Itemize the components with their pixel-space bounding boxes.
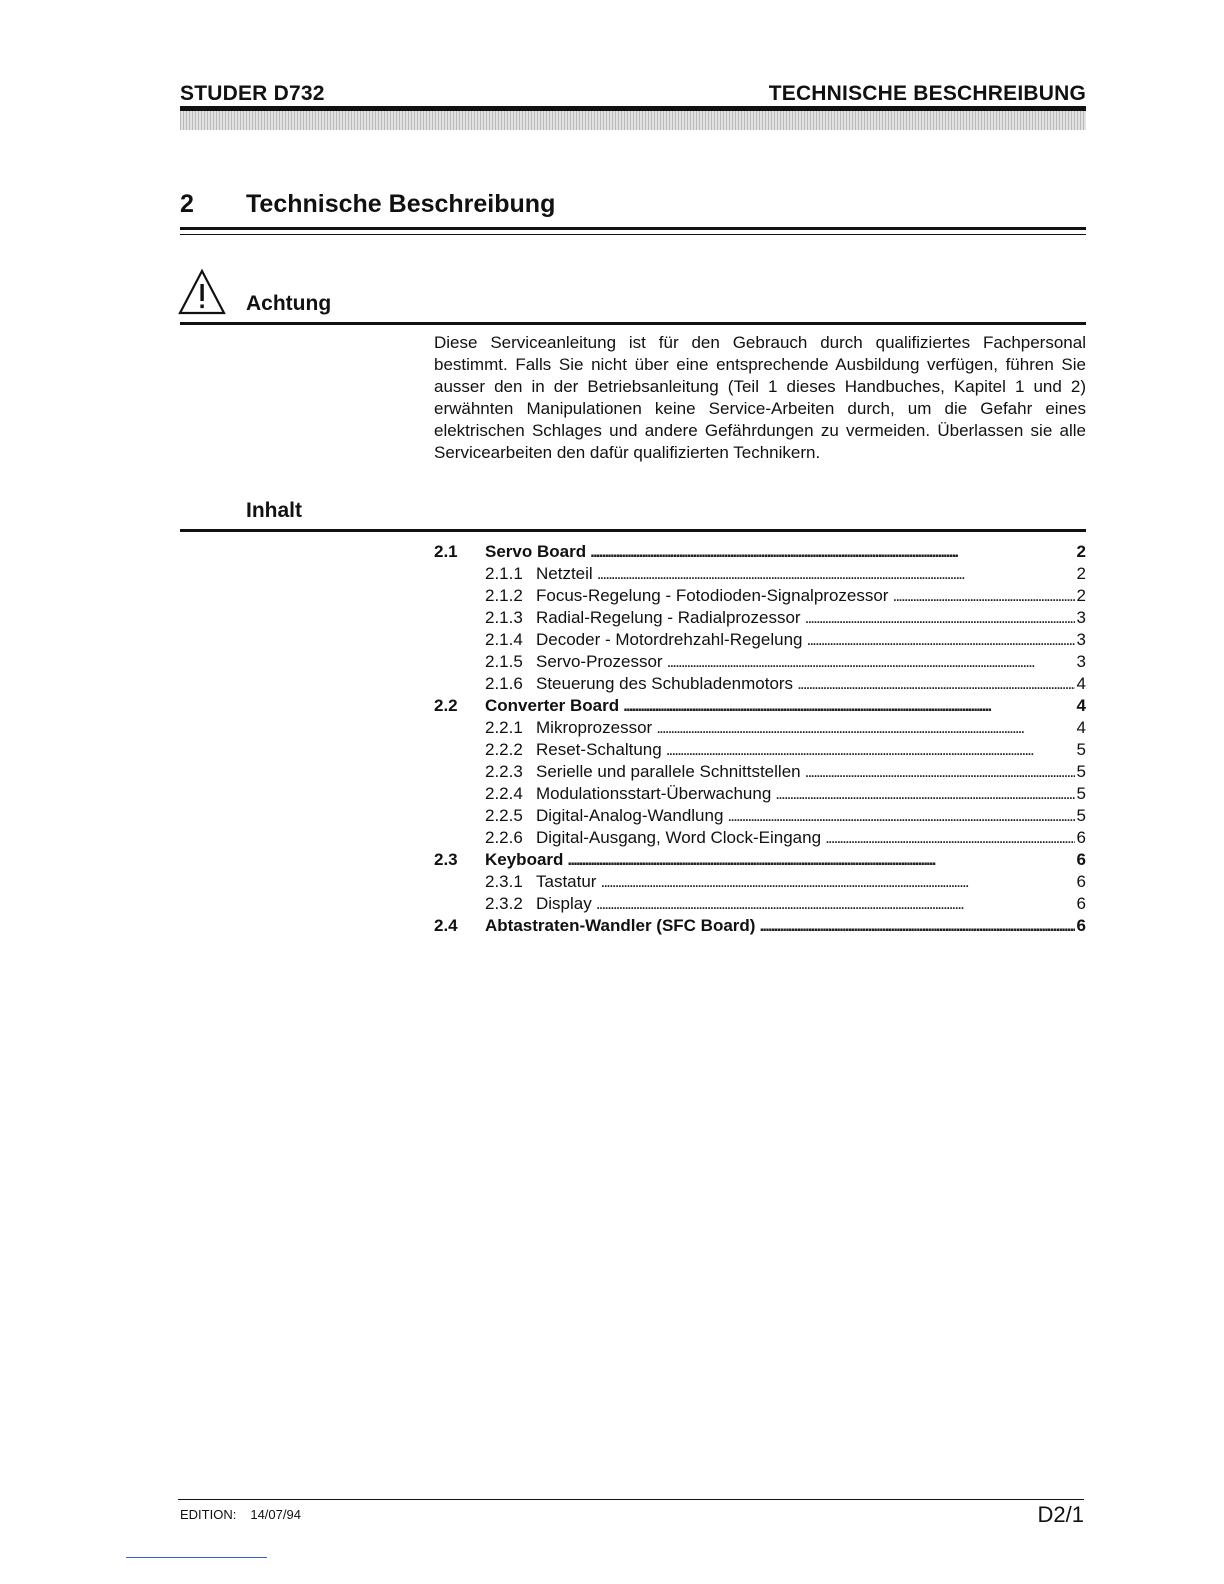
warning-text: Diese Serviceanleitung ist für den Gebrauch durch qualifiziertes Fachpersonal bestimmt. Falls Sie nicht über eine entsprechende Ausbildung verfügen, führen Sie ausser den in der Betriebsanleitung (Teil 1 dieses Handbuches, Kapitel 1 und 2) erwähnten Manipulationen keine Service-Arbeiten durch, um die Gefahr eines elektrischen Schlages und andere Gefährdungen zu vermeiden. Überlassen sie alle Servicearbeiten den dafür qualifizierten Technikern. <box>434 333 1086 462</box>
toc-entry-label: Abtastraten-Wandler (SFC Board) <box>485 916 756 935</box>
chapter-rule <box>180 227 1086 234</box>
toc-leader-dots <box>596 893 1075 915</box>
toc-entry[interactable] <box>434 695 1086 717</box>
toc-entry-number: 2.1.4 <box>485 630 523 649</box>
toc-entry-page: 6 <box>1076 850 1086 869</box>
toc-entry-label: Reset-Schaltung <box>536 740 662 759</box>
contents-title: Inhalt <box>246 499 302 522</box>
toc-entry[interactable] <box>434 827 1086 849</box>
toc-entry-number: 2.3 <box>434 850 458 869</box>
toc-entry[interactable] <box>434 915 1086 937</box>
warning-triangle-icon <box>178 268 226 316</box>
contents-rule <box>180 529 1086 532</box>
toc-entry-number: 2.1.3 <box>485 608 523 627</box>
toc-entry[interactable] <box>434 849 1086 871</box>
toc-leader-dots <box>597 563 1075 585</box>
chapter-number: 2 <box>180 190 194 218</box>
toc-entry[interactable] <box>434 563 1086 585</box>
toc-entry[interactable] <box>434 893 1086 915</box>
chapter-title: Technische Beschreibung <box>246 190 556 218</box>
toc-entry-label: Decoder - Motordrehzahl-Regelung <box>536 630 803 649</box>
toc-leader-dots <box>666 739 1075 761</box>
toc-entry-page: 2 <box>1076 564 1086 583</box>
toc-entry-number: 2.3.1 <box>485 872 523 891</box>
toc-entry[interactable] <box>434 783 1086 805</box>
toc-entry-page: 5 <box>1076 806 1086 825</box>
toc-entry-page: 3 <box>1076 608 1086 627</box>
footer-edition <box>180 1507 315 1522</box>
toc-entry[interactable] <box>434 761 1086 783</box>
toc-entry-number: 2.1 <box>434 542 458 561</box>
warning-title: Achtung <box>246 292 332 315</box>
toc-entry-page: 4 <box>1076 718 1086 737</box>
toc-entry-page: 3 <box>1076 630 1086 649</box>
bottom-link-line <box>126 1557 267 1558</box>
toc-entry-page: 6 <box>1076 894 1086 913</box>
toc-entry-label: Modulationsstart-Überwachung <box>536 784 772 803</box>
toc-leader-dots <box>805 607 1075 629</box>
toc-leader-dots <box>567 849 1074 871</box>
toc-entry-number: 2.1.5 <box>485 652 523 671</box>
toc-leader-dots <box>667 651 1075 673</box>
toc-entry-number: 2.2.1 <box>485 718 523 737</box>
toc-entry-page: 2 <box>1076 586 1086 605</box>
toc-entry-page: 3 <box>1076 652 1086 671</box>
toc-entry[interactable] <box>434 717 1086 739</box>
toc-entry[interactable] <box>434 871 1086 893</box>
toc-entry-number: 2.2.5 <box>485 806 523 825</box>
toc-entry-number: 2.2.3 <box>485 762 523 781</box>
toc-entry[interactable] <box>434 805 1086 827</box>
toc-entry-number: 2.4 <box>434 916 458 935</box>
header-section: TECHNISCHE BESCHREIBUNG <box>768 82 1086 105</box>
toc-entry[interactable] <box>434 629 1086 651</box>
toc-entry-page: 4 <box>1076 674 1086 693</box>
toc-entry-number: 2.2 <box>434 696 458 715</box>
toc-entry-label: Digital-Analog-Wandlung <box>536 806 724 825</box>
toc-entry-label: Radial-Regelung - Radialprozessor <box>536 608 801 627</box>
toc-entry-page: 6 <box>1076 828 1086 847</box>
toc-entry-page: 4 <box>1076 696 1086 715</box>
edition-label: EDITION: <box>180 1507 237 1522</box>
toc-entry[interactable] <box>434 585 1086 607</box>
toc-leader-dots <box>806 629 1074 651</box>
toc-leader-dots <box>623 695 1074 717</box>
toc-entry-label: Display <box>536 894 592 913</box>
toc-entry-number: 2.2.2 <box>485 740 523 759</box>
toc-leader-dots <box>805 761 1075 783</box>
page-number: D2/1 <box>1037 1502 1084 1527</box>
toc-entry-label: Mikroprozessor <box>536 718 653 737</box>
footer-rule <box>178 1499 1084 1500</box>
toc-entry-number: 2.2.6 <box>485 828 523 847</box>
header-bar <box>180 106 1086 130</box>
toc-leader-dots <box>797 673 1074 695</box>
toc-entry-page: 5 <box>1076 762 1086 781</box>
warning-rule <box>180 322 1086 325</box>
toc-leader-dots <box>656 717 1074 739</box>
toc-entry[interactable] <box>434 607 1086 629</box>
toc-leader-dots <box>825 827 1074 849</box>
toc-leader-dots <box>775 783 1074 805</box>
toc-entry-page: 2 <box>1076 542 1086 561</box>
table-of-contents <box>434 541 1086 937</box>
toc-entry-page: 5 <box>1076 784 1086 803</box>
toc-entry-label: Keyboard <box>485 850 564 869</box>
toc-entry-page: 6 <box>1076 872 1086 891</box>
toc-entry-label: Steuerung des Schubladenmotors <box>536 674 794 693</box>
toc-entry-page: 6 <box>1076 916 1086 935</box>
toc-entry[interactable] <box>434 673 1086 695</box>
toc-entry-label: Tastatur <box>536 872 597 891</box>
toc-entry[interactable] <box>434 541 1086 563</box>
toc-entry-label: Converter Board <box>485 696 620 715</box>
toc-entry-label: Servo-Prozessor <box>536 652 663 671</box>
toc-entry-number: 2.1.6 <box>485 674 523 693</box>
toc-entry-number: 2.1.1 <box>485 564 523 583</box>
toc-leader-dots <box>892 585 1074 607</box>
toc-entry-label: Servo Board <box>485 542 587 561</box>
toc-entry-label: Focus-Regelung - Fotodioden-Signalprozessor <box>536 586 889 605</box>
toc-entry-number: 2.2.4 <box>485 784 523 803</box>
toc-entry-page: 5 <box>1076 740 1086 759</box>
toc-entry-number: 2.3.2 <box>485 894 523 913</box>
toc-entry[interactable] <box>434 739 1086 761</box>
toc-leader-dots <box>759 915 1074 937</box>
toc-entry-number: 2.1.2 <box>485 586 523 605</box>
edition-date: 14/07/94 <box>250 1507 301 1522</box>
toc-entry-label: Netzteil <box>536 564 593 583</box>
toc-leader-dots <box>600 871 1074 893</box>
header-product: STUDER D732 <box>180 82 325 105</box>
toc-entry[interactable] <box>434 651 1086 673</box>
toc-entry-label: Digital-Ausgang, Word Clock-Eingang <box>536 828 822 847</box>
toc-leader-dots <box>727 805 1074 827</box>
toc-leader-dots <box>590 541 1074 563</box>
toc-entry-label: Serielle und parallele Schnittstellen <box>536 762 801 781</box>
